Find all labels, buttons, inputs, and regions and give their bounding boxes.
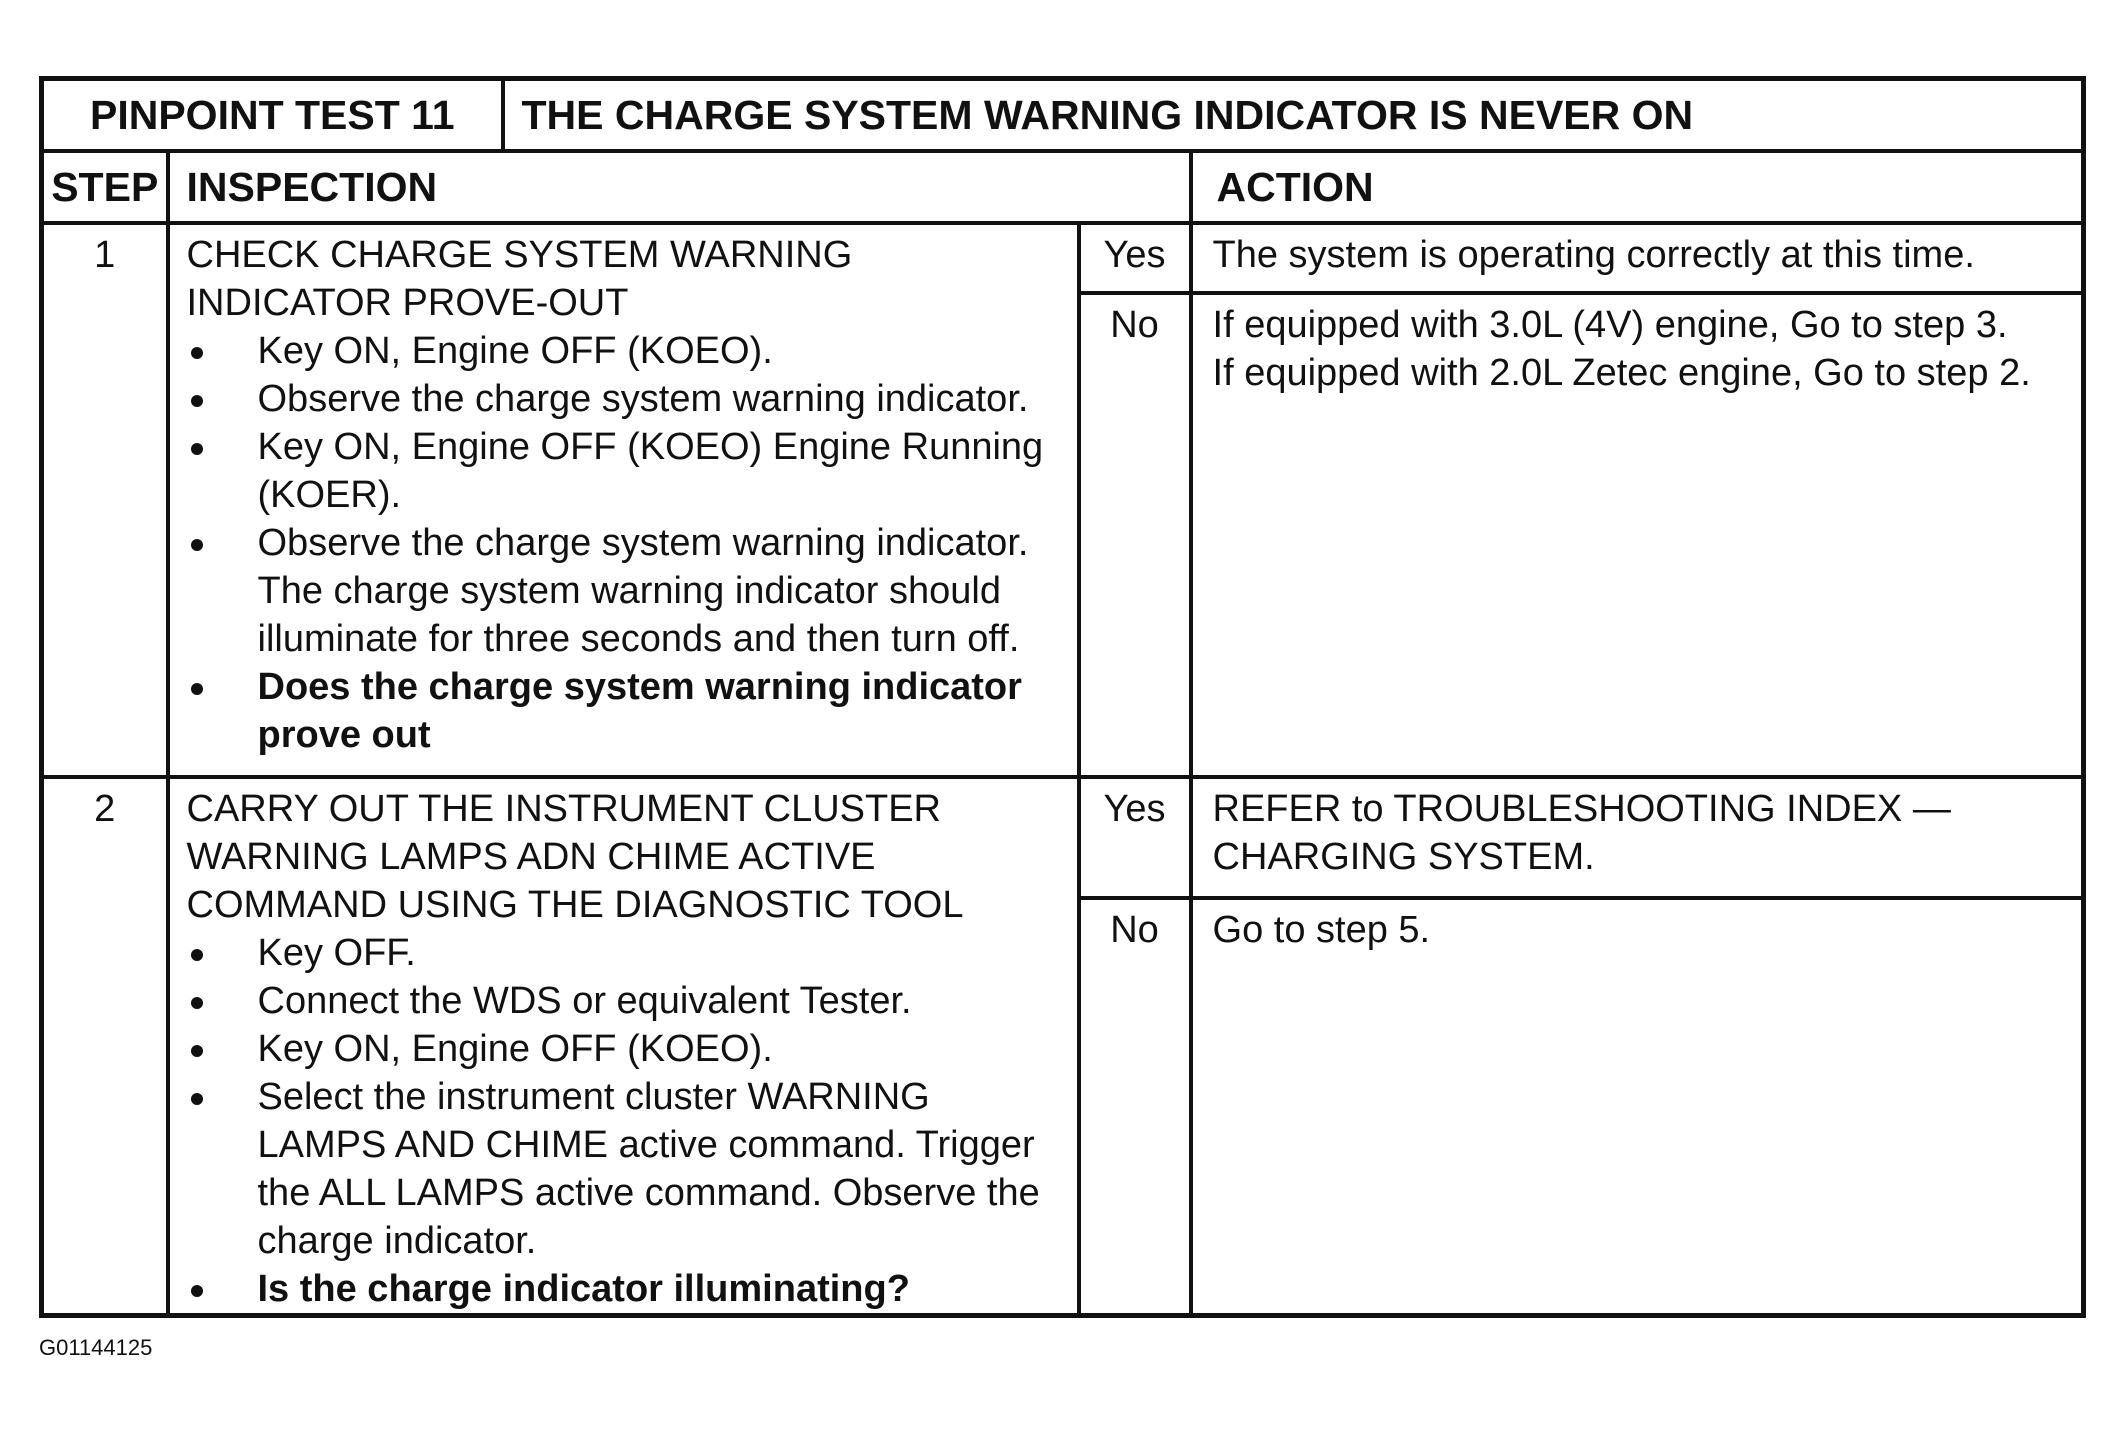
no-action: [1191, 898, 2084, 1316]
bullet-icon: [191, 539, 203, 551]
no-action-line: Go to step 5.: [1212, 909, 1431, 951]
bullet-item: Key ON, Engine OFF (KOEO) Engine Running (KOER).: [187, 423, 1065, 519]
no-label: No: [1079, 293, 1191, 777]
bullet-icon: [191, 683, 203, 695]
yes-action: REFER to TROUBLESHOOTING INDEX — CHARGING SYSTEM.: [1191, 777, 2084, 898]
yes-label: Yes: [1079, 223, 1191, 293]
bullet-item: Connect the WDS or equivalent Tester.: [187, 977, 1065, 1025]
no-action: [1191, 293, 2084, 777]
step-inspection: [168, 223, 1079, 777]
step-number: 2: [42, 777, 168, 1316]
column-header-step: STEP: [42, 151, 168, 223]
bullet-item: Key OFF.: [187, 929, 1065, 977]
column-header-inspection: INSPECTION: [168, 151, 1191, 223]
yes-action: The system is operating correctly at this time.: [1191, 223, 2084, 293]
step-inspection: [168, 777, 1079, 1316]
bullet-icon: [191, 1285, 203, 1297]
bullet-item: Observe the charge system warning indicator.: [187, 375, 1065, 423]
bullet-item-question: Is the charge indicator illuminating?: [187, 1265, 1065, 1313]
bullet-icon: [191, 395, 203, 407]
no-label: No: [1079, 898, 1191, 1316]
step-title: CARRY OUT THE INSTRUMENT CLUSTER WARNING LAMPS ADN CHIME ACTIVE COMMAND USING THE DIAGNOSTIC TOOL: [186, 788, 964, 926]
step-number: 1: [42, 223, 168, 777]
bullet-icon: [191, 997, 203, 1009]
pinpoint-test-title: THE CHARGE SYSTEM WARNING INDICATOR IS NEVER ON: [503, 79, 2084, 152]
pinpoint-test-label: PINPOINT TEST 11: [42, 79, 503, 152]
bullet-icon: [191, 1045, 203, 1057]
no-action-line: If equipped with 3.0L (4V) engine, Go to step 3.: [1212, 304, 2008, 346]
bullet-icon: [191, 949, 203, 961]
bullet-item: Key ON, Engine OFF (KOEO).: [187, 327, 1065, 375]
bullet-item-question: Does the charge system warning indicator prove out: [187, 663, 1065, 759]
bullet-icon: [191, 1093, 203, 1105]
figure-id: G01144125: [39, 1335, 153, 1360]
step-bullet-list: [187, 929, 1065, 1313]
yes-label: Yes: [1079, 777, 1191, 898]
bullet-icon: [191, 347, 203, 359]
no-action-line: If equipped with 2.0L Zetec engine, Go to step 2.: [1212, 352, 2031, 394]
step-title: CHECK CHARGE SYSTEM WARNING INDICATOR PROVE-OUT: [186, 234, 853, 324]
bullet-icon: [191, 443, 203, 455]
bullet-item: Observe the charge system warning indicator. The charge system warning indicator should illuminate for three seconds and then turn off.: [187, 519, 1065, 663]
pinpoint-test-table: [39, 76, 2086, 1318]
bullet-item: Select the instrument cluster WARNING LAMPS AND CHIME active command. Trigger the ALL LAMPS active command. Observe the charge indicator.: [187, 1073, 1065, 1265]
bullet-item: Key ON, Engine OFF (KOEO).: [187, 1025, 1065, 1073]
column-header-action: ACTION: [1191, 151, 2084, 223]
step-bullet-list: [187, 327, 1065, 759]
